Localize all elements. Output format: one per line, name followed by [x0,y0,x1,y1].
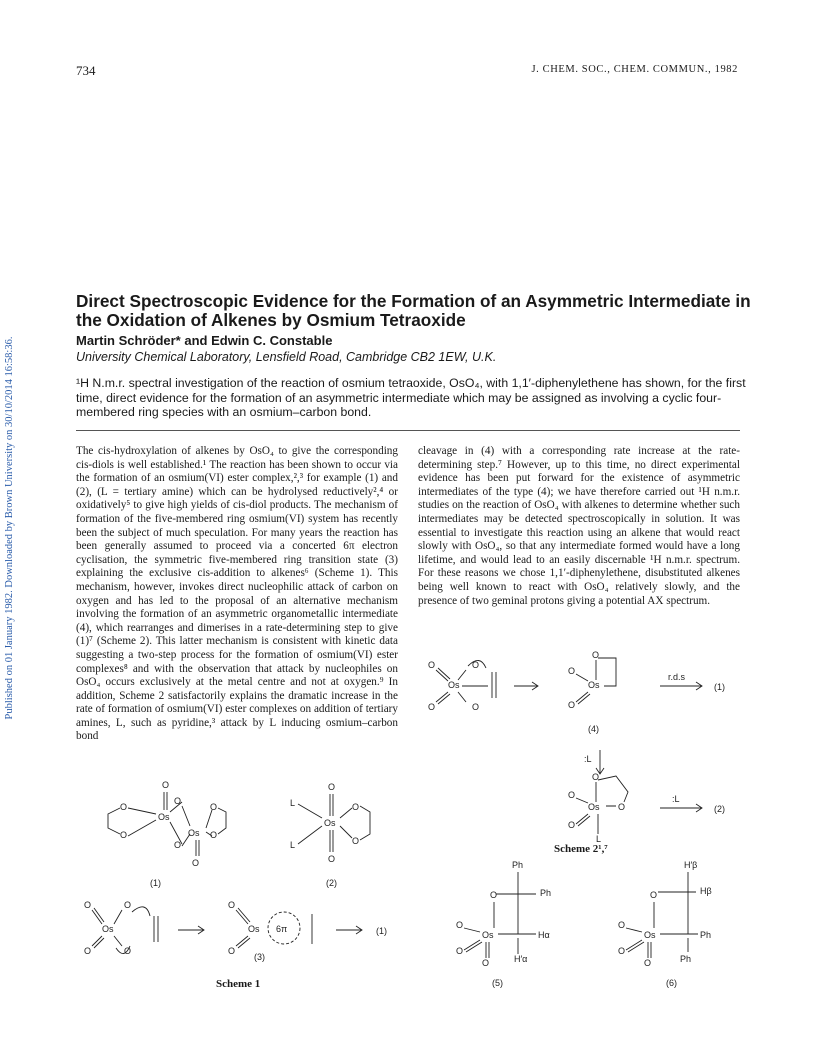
osmium-ester-dimer-1 [108,780,226,888]
svg-text:O: O [210,830,218,840]
section-divider [76,430,740,431]
svg-text:O: O [84,946,92,956]
svg-text:O: O [328,854,336,864]
svg-text:Os: Os [248,924,260,934]
body-paragraph-left: The cis-hydroxylation of alkenes by OsO₄ to give the corresponding cis-diols is well established.¹ The reaction has been shown to occur via the formation of an osmium(VI) ester complex,²,³ for example (1) and (2), (L = tertiary amine) which can be hydrolysed reductively²,⁴ or oxidatively⁵ to give high yields of cis-diol products. The mechanism of formation of the five-membered ring osmium(VI) system has recently been the subject of much speculation. For many years the reaction has been generally assumed to proceed via a concerted 6π electron cyclisation, the symmetric five-membered ring transition state (3) explaining the exclusive cis-addition to alkenes⁶ (Scheme 1). This mechanism, however, invokes direct nucleophilic attack of carbon on oxygen and has led to the proposal of an alternative mechanism involving the formation of an asymmetric organometallic intermediate (4), which rearranges and dimerises in a rate-determining step to give (1)⁷ (Scheme 2). This latter mechanism is consistent with kinetic data suggesting a two-step process for the formation of osmium(VI) ester complexes⁸ and with the observation that attack by nucleophiles on OsO₄ occurs exclusively at the metal centre and not at oxygen.⁹ In addition, Scheme 2 satisfactorily explains the dramatic increase in the rate of formation of osmium(VI) ester complexes on addition of tertiary amines, L, such as pyridine,³ attack by L inducing osmium–carbon bond [76,445,398,743]
svg-text:Os: Os [448,680,460,690]
svg-text:H′β: H′β [684,860,698,870]
svg-text:Os: Os [188,828,200,838]
svg-text:H′α: H′α [514,954,528,964]
svg-text:L: L [290,798,296,808]
svg-text:Os: Os [482,930,494,940]
svg-text:O: O [120,802,128,812]
svg-text:O: O [456,946,464,956]
svg-text:Os: Os [644,930,656,940]
svg-text:L: L [596,834,602,844]
svg-text:O: O [210,802,218,812]
running-header: J. CHEM. SOC., CHEM. COMMUN., 1982 [531,64,738,75]
svg-text:O: O [124,946,132,956]
structures-1-2-figure [100,780,400,888]
svg-text:O: O [568,666,576,676]
svg-text:O: O [456,920,464,930]
svg-text:O: O [352,802,360,812]
svg-text:O: O [192,858,200,868]
rds-arrow [660,682,702,690]
svg-text:O: O [618,946,626,956]
svg-text:O: O [120,830,128,840]
svg-text:(1): (1) [376,926,387,936]
svg-text::L: :L [584,754,592,764]
svg-text:Os: Os [588,802,600,812]
svg-text:(2): (2) [326,878,337,888]
transition-state-3 [228,900,312,962]
svg-text:Hβ: Hβ [700,886,712,896]
svg-text:Ph: Ph [540,888,552,898]
scheme-1-osmium-tetraoxide [84,900,158,956]
page-number: 734 [76,63,96,78]
body-column-left [76,445,398,744]
svg-text:O: O [618,920,626,930]
svg-text:O: O [592,772,600,782]
authors: Martin Schröder* and Edwin C. Constable [76,333,333,348]
svg-text:O: O [328,782,336,792]
svg-text:(3): (3) [254,952,265,962]
svg-text:Os: Os [102,924,114,934]
svg-text:L: L [290,840,296,850]
svg-text:Os: Os [324,818,336,828]
svg-text:(6): (6) [666,978,677,988]
svg-text:O: O [174,796,182,806]
svg-text:O: O [428,702,436,712]
svg-text:O: O [174,840,182,850]
svg-text:(4): (4) [588,724,599,734]
body-column-right [418,445,740,608]
svg-text:O: O [428,660,436,670]
svg-text:Hα: Hα [538,930,550,940]
structures-5-6-figure [452,858,752,993]
scheme-2-figure [420,652,750,857]
svg-text:O: O [568,790,576,800]
svg-text:O: O [228,946,236,956]
intermediate-6-structure [618,860,712,988]
svg-text:O: O [618,802,626,812]
svg-text:Ph: Ph [700,930,712,940]
download-side-note: Published on 01 January 1982. Downloaded by Brown University on 30/10/2014 16:58:36. [4,336,15,720]
svg-text:(2): (2) [714,804,725,814]
svg-text:6π: 6π [276,924,288,934]
svg-text:O: O [472,702,480,712]
svg-text:r.d.s: r.d.s [668,672,686,682]
svg-text:O: O [644,958,652,968]
reaction-arrow [514,682,538,690]
svg-text:O: O [162,780,170,790]
svg-text:O: O [650,890,658,900]
svg-text:(1): (1) [150,878,161,888]
svg-text:Ph: Ph [680,954,692,964]
svg-text:O: O [228,900,236,910]
svg-text:(5): (5) [492,978,503,988]
scheme-1-arrow-2 [336,926,362,934]
osmium-ester-amine-2 [290,782,370,888]
scheme-1-caption: Scheme 1 [216,978,261,990]
scheme-2-caption: Scheme 2¹,⁷ [554,843,608,855]
svg-text:(1): (1) [714,682,725,692]
svg-text:O: O [84,900,92,910]
article-title: Direct Spectroscopic Evidence for the Formation of an Asymmetric Intermediate in the Oxidation of Alkenes by Osmium Tetraoxide [76,291,751,330]
svg-text:Os: Os [588,680,600,690]
abstract: ¹H N.m.r. spectral investigation of the reaction of osmium tetraoxide, OsO₄, with 1,1′-diphenylethene has shown, for the first time, direct evidence for the formation of an asymmetric intermediate which may be assigned as involving a cyclic four-membered ring species with an osmium–carbon bond. [76,376,746,419]
svg-text:O: O [482,958,490,968]
svg-text:O: O [592,650,600,660]
svg-text:O: O [568,820,576,830]
osmium-tetraoxide-structure [428,660,496,712]
svg-text::L: :L [672,794,680,804]
svg-text:Ph: Ph [512,860,524,870]
affiliation: University Chemical Laboratory, Lensfield Road, Cambridge CB2 1EW, U.K. [76,350,497,364]
svg-text:O: O [124,900,132,910]
intermediate-4-structure [568,650,616,734]
intermediate-5-structure [456,860,551,988]
scheme-1-figure [80,896,410,971]
svg-text:O: O [490,890,498,900]
svg-text:O: O [352,836,360,846]
svg-text:Os: Os [158,812,170,822]
body-paragraph-right: cleavage in (4) with a corresponding rate increase at the rate-determining step.⁷ However, up to this time, no direct experimental evidence has been put forward for the existence of asymmetric intermediates of the type (4); we have therefore carried out ¹H n.m.r. studies on the reaction of OsO₄ with alkenes to determine whether such intermediates may be detected spectroscopically in solution. It was essential to investigate this reaction using an alkene that would react slowly with OsO₄, so that any intermediate formed would have a long lifetime, and would lead to an easily discernable ¹H n.m.r. spectrum. For these reasons we chose 1,1′-diphenylethene, disubstituted alkenes being well known to react with OsO₄ relatively slowly, and the presence of two geminal protons giving a potential AX spectrum. [418,445,740,607]
svg-text:O: O [472,660,480,670]
svg-text:O: O [568,700,576,710]
scheme-1-arrow-1 [178,926,204,934]
amine-adduct-structure [568,772,628,844]
